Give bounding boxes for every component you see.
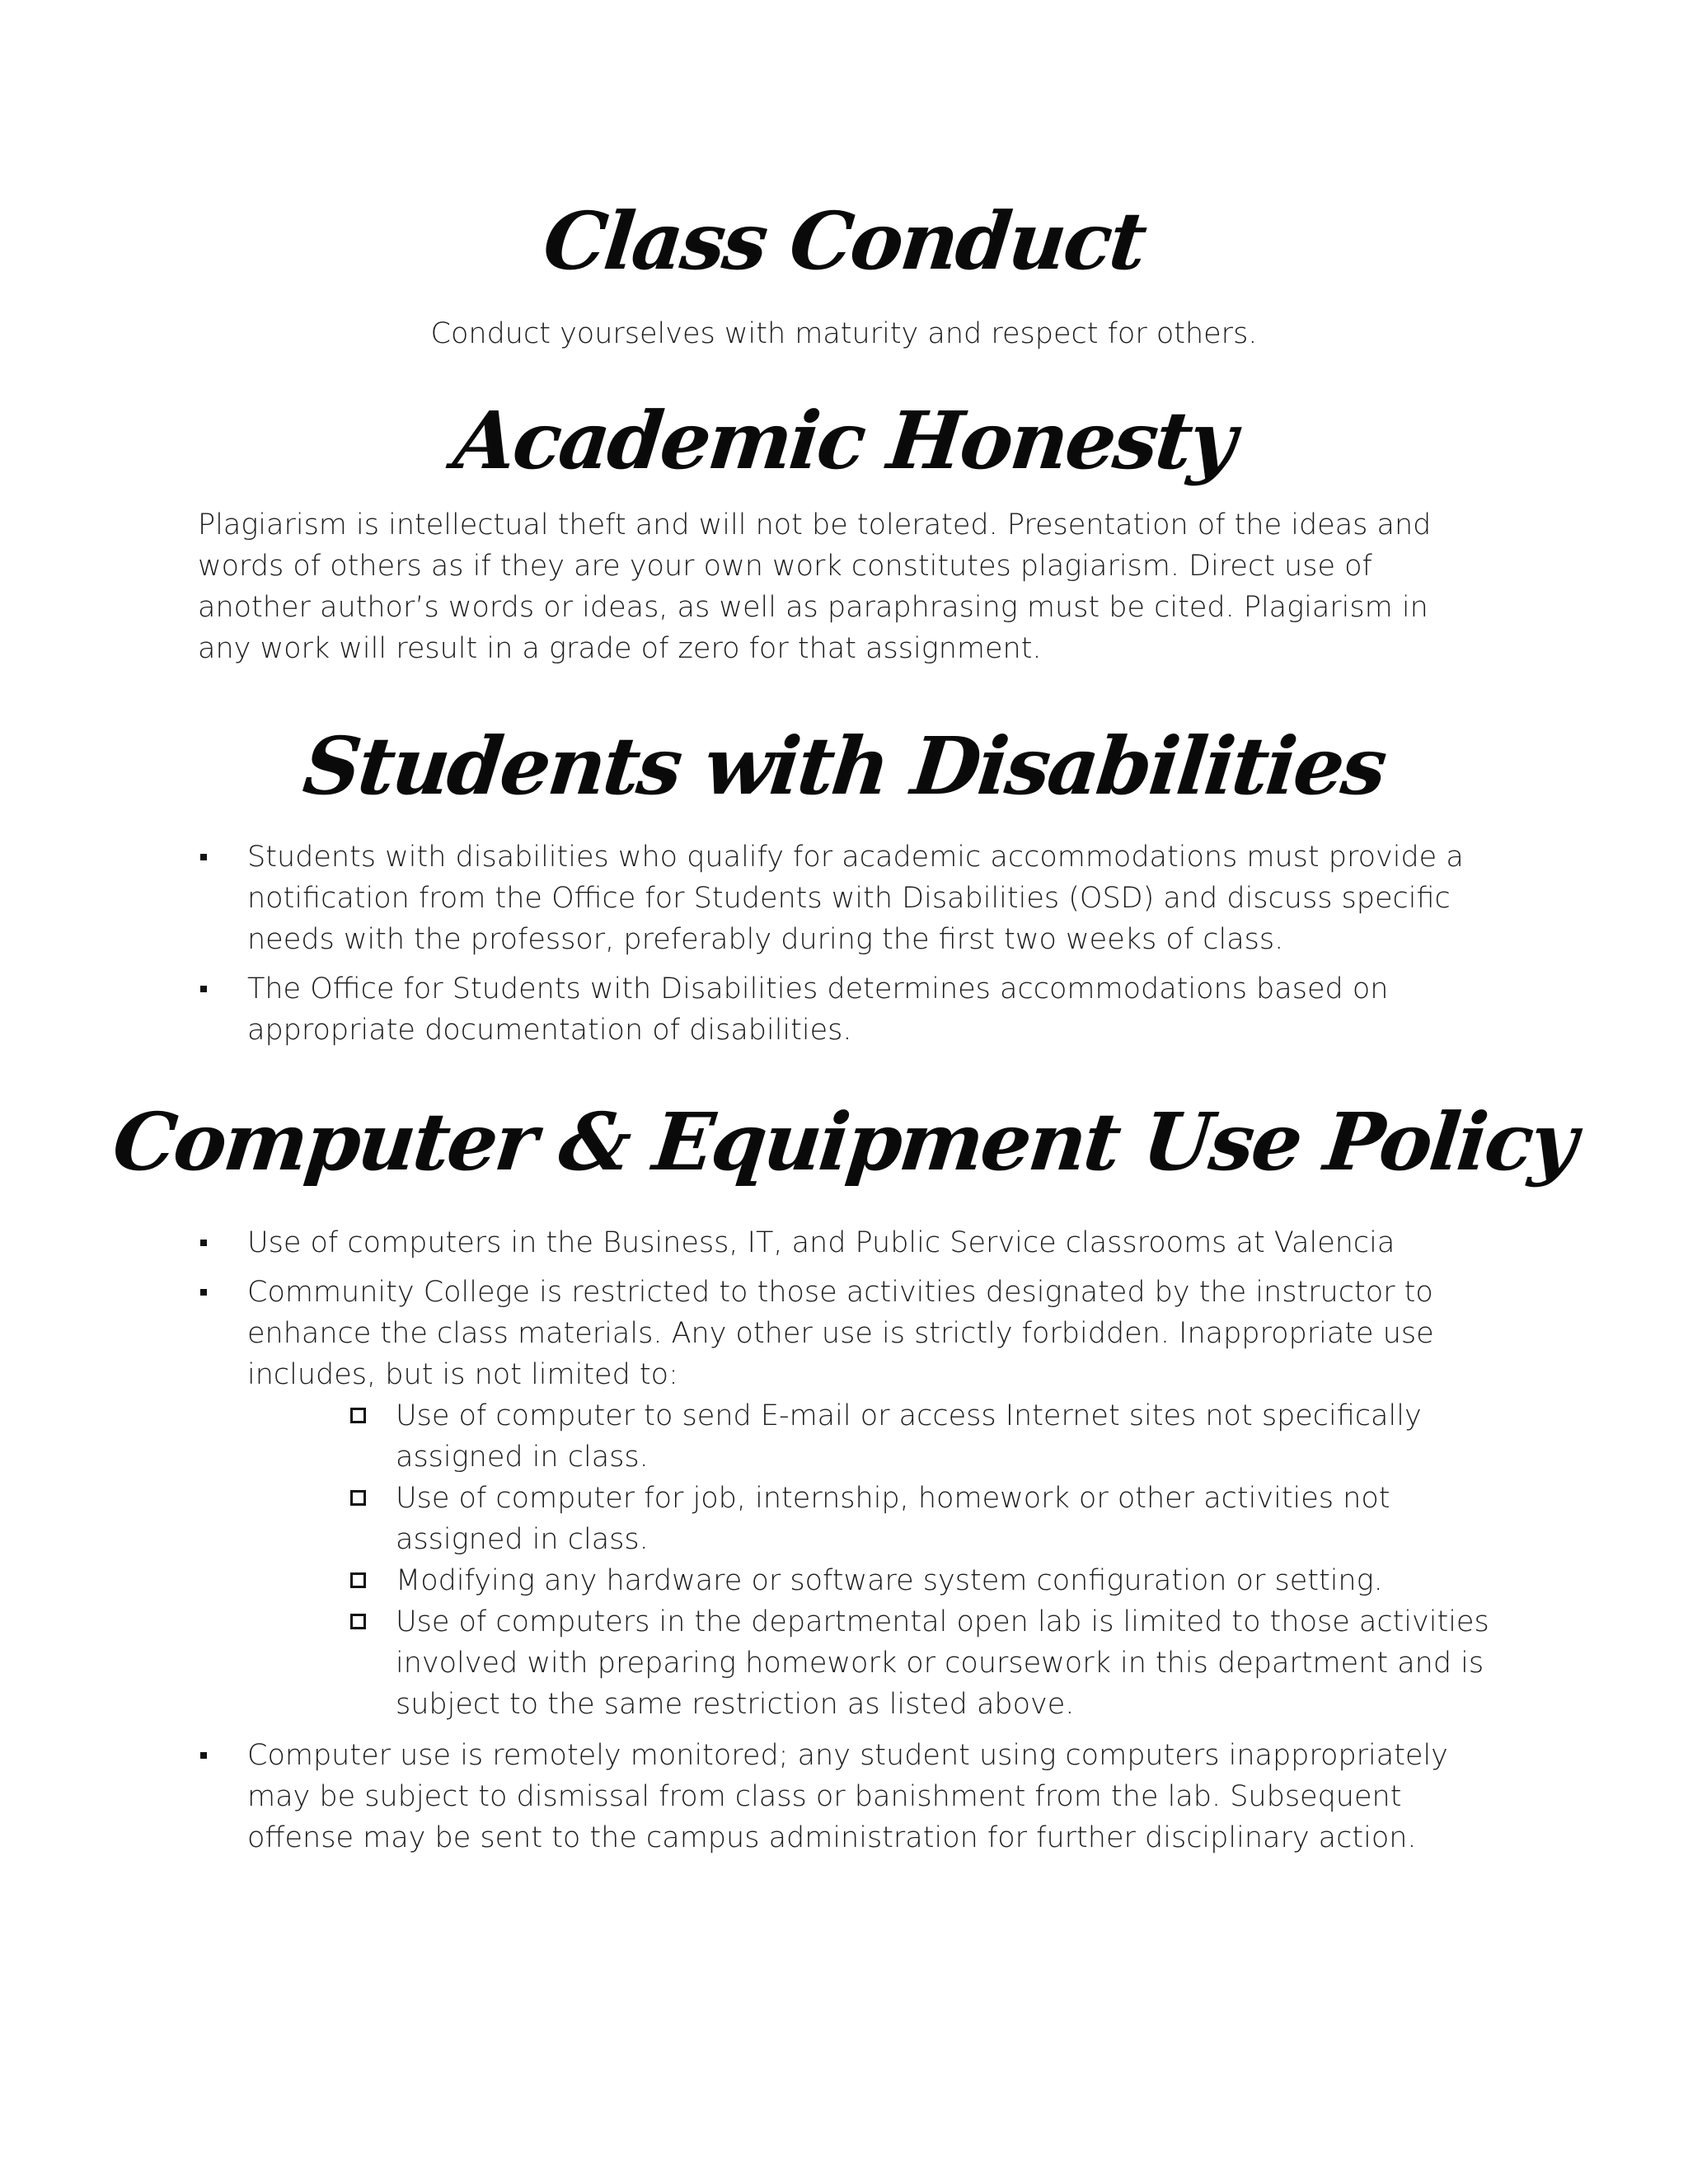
sub-list-item-text: Use of computer to send E-mail or access Internet sites not specifically assigned in class. bbox=[396, 1399, 1422, 1474]
heading-academic-honesty: Academic Honesty bbox=[449, 394, 1239, 487]
heading-students-with-disabilities: Students with Disabilities bbox=[298, 719, 1390, 813]
computer-policy-list bbox=[198, 1222, 1500, 1867]
sub-list-item-text: Use of computers in the departmental open lab is limited to those activities involved with preparing homework or coursework in this department and is subject to the same restriction as listed above. bbox=[396, 1605, 1489, 1721]
heading-computer-equipment-policy: Computer & Equipment Use Policy bbox=[108, 1095, 1580, 1188]
class-conduct-text: Conduct yourselves with maturity and respect for others. bbox=[430, 317, 1258, 350]
checkbox-square-icon bbox=[350, 1490, 366, 1506]
sub-list-item bbox=[247, 1395, 1500, 1478]
list-item-text: Community College is restricted to those activities designated by the instructor to enhance the class materials. Any other use is strictly forbidden. Inappropriate use includes, but is not limited to: bbox=[247, 1276, 1434, 1391]
sub-list-item bbox=[247, 1601, 1500, 1725]
list-item bbox=[198, 1272, 1500, 1725]
academic-honesty-paragraph: Plagiarism is intellectual theft and will not be tolerated. Presentation of the ideas and words of others as if they are your own work constitutes plagiarism. Direct use of another author’s words or ideas, as well as paraphrasing must be cited. Plagiarism in any work will result in a grade of zero for that assignment. bbox=[198, 509, 1432, 665]
list-item: The Office for Students with Disabilities determines accommodations based on appropriate documentation of disabilities. bbox=[198, 968, 1500, 1051]
sub-list-item-text: Modifying any hardware or software system configuration or setting. bbox=[396, 1564, 1383, 1597]
list-item: Use of computers in the Business, IT, and Public Service classrooms at Valencia bbox=[198, 1222, 1500, 1263]
sub-list-item-text: Use of computer for job, internship, homework or other activities not assigned in class. bbox=[396, 1482, 1390, 1556]
disabilities-list bbox=[198, 837, 1500, 1059]
heading-class-conduct: Class Conduct bbox=[539, 194, 1149, 288]
sub-list-item bbox=[247, 1478, 1500, 1560]
sub-list-item bbox=[247, 1560, 1500, 1601]
checkbox-square-icon bbox=[350, 1408, 366, 1423]
checkbox-square-icon bbox=[350, 1572, 366, 1588]
checkbox-square-icon bbox=[350, 1614, 366, 1629]
inappropriate-use-sublist bbox=[247, 1395, 1500, 1725]
list-item: Computer use is remotely monitored; any student using computers inappropriately may be subject to dismissal from class or banishment from the lab. Subsequent offense may be sent to the campus administration for further disciplinary action. bbox=[198, 1735, 1500, 1858]
list-item: Students with disabilities who qualify for academic accommodations must provide a notification from the Office for Students with Disabilities (OSD) and discuss specific needs with the professor, preferably during the first two weeks of class. bbox=[198, 837, 1500, 960]
